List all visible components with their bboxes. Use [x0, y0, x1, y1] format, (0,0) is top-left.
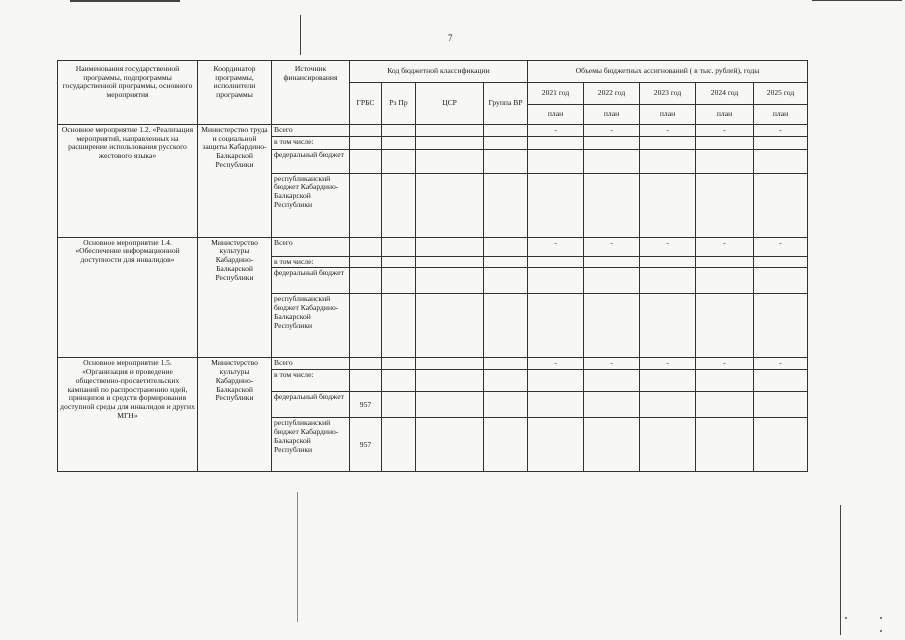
code-grbs	[350, 173, 382, 237]
code-csr	[416, 237, 484, 256]
plan-value	[640, 173, 696, 237]
header-year: 2025 год	[754, 83, 808, 105]
code-grbs	[350, 294, 382, 358]
plan-value: -	[640, 358, 696, 370]
plan-value	[528, 370, 584, 392]
header-plan: план	[640, 105, 696, 125]
event-coordinator: Министерство культуры Кабардино-Балкарской Республики	[198, 358, 272, 472]
funding-source: федеральный бюджет	[272, 149, 350, 173]
scan-artifact-top-left	[70, 0, 180, 2]
code-rzpr	[382, 125, 416, 137]
plan-value: -	[696, 358, 754, 370]
plan-value	[528, 418, 584, 472]
scan-artifact-right-edge	[840, 505, 841, 635]
table-row	[58, 125, 808, 137]
event-name: Основное мероприятие 1.5. «Организация и проведение общественно-просветительских кампаний по распространению идей, принципов и средств формирования доступной среды для инвалидов и других МГН»	[58, 358, 198, 472]
scan-artifact-fold-line-lower	[297, 492, 298, 622]
code-vr	[484, 294, 528, 358]
plan-value: -	[754, 237, 808, 256]
code-vr	[484, 392, 528, 418]
plan-value	[584, 294, 640, 358]
funding-source: в том числе:	[272, 256, 350, 268]
code-grbs	[350, 125, 382, 137]
plan-value	[584, 418, 640, 472]
plan-value	[584, 392, 640, 418]
header-year: 2023 год	[640, 83, 696, 105]
plan-value: -	[528, 125, 584, 137]
code-vr	[484, 149, 528, 173]
plan-value	[696, 370, 754, 392]
event-name: Основное мероприятие 1.2. «Реализация мероприятий, направленных на расширение использования русского жестового языка»	[58, 125, 198, 238]
code-rzpr	[382, 149, 416, 173]
plan-value	[528, 268, 584, 294]
code-vr	[484, 237, 528, 256]
code-grbs	[350, 268, 382, 294]
event-coordinator: Министерство труда и социальной защиты Кабардино-Балкарской Республики	[198, 125, 272, 238]
code-csr	[416, 136, 484, 149]
plan-value	[640, 294, 696, 358]
plan-value: -	[696, 125, 754, 137]
code-csr	[416, 173, 484, 237]
plan-value	[584, 173, 640, 237]
code-csr	[416, 392, 484, 418]
code-rzpr	[382, 268, 416, 294]
code-vr	[484, 370, 528, 392]
code-rzpr	[382, 256, 416, 268]
plan-value: -	[696, 237, 754, 256]
header-year: 2021 год	[528, 83, 584, 105]
header-code-grbs: ГРБС	[350, 83, 382, 125]
plan-value	[640, 370, 696, 392]
funding-source: республиканский бюджет Кабардино-Балкарской Республики	[272, 294, 350, 358]
code-rzpr	[382, 294, 416, 358]
header-code-csr: ЦСР	[416, 83, 484, 125]
header-code-vr: Группа ВР	[484, 83, 528, 125]
plan-value	[640, 392, 696, 418]
funding-source: федеральный бюджет	[272, 392, 350, 418]
header-program: Наименования государственной программы, подпрограммы государственной программы, основного мероприятия	[58, 61, 198, 125]
plan-value: -	[584, 125, 640, 137]
header-source: Источник финансирования	[272, 61, 350, 125]
code-rzpr	[382, 392, 416, 418]
plan-value: -	[640, 237, 696, 256]
code-csr	[416, 358, 484, 370]
header-year: 2022 год	[584, 83, 640, 105]
scan-artifact-fold-line	[300, 15, 301, 55]
plan-value	[754, 392, 808, 418]
scan-artifact-dot	[845, 617, 847, 619]
header-year: 2024 год	[696, 83, 754, 105]
code-csr	[416, 256, 484, 268]
plan-value	[640, 256, 696, 268]
plan-value: -	[640, 125, 696, 137]
plan-value	[754, 418, 808, 472]
plan-value	[754, 136, 808, 149]
plan-value	[754, 256, 808, 268]
plan-value	[754, 294, 808, 358]
plan-value	[696, 173, 754, 237]
plan-value	[584, 256, 640, 268]
plan-value: -	[584, 237, 640, 256]
budget-table	[57, 60, 808, 472]
funding-source: федеральный бюджет	[272, 268, 350, 294]
header-budget-code: Код бюджетной классификации	[350, 61, 528, 83]
event-coordinator: Министерство культуры Кабардино-Балкарской Республики	[198, 237, 272, 358]
code-grbs	[350, 237, 382, 256]
header-plan: план	[584, 105, 640, 125]
scan-artifact-top-right	[812, 0, 902, 1]
header-volumes: Объемы бюджетных ассигнований ( в тыс. рублей), годы	[528, 61, 808, 83]
plan-value: -	[528, 358, 584, 370]
code-vr	[484, 268, 528, 294]
table-row	[58, 237, 808, 256]
header-coordinator: Координатор программы, исполнители программы	[198, 61, 272, 125]
plan-value	[584, 370, 640, 392]
plan-value	[754, 370, 808, 392]
code-grbs	[350, 256, 382, 268]
header-plan: план	[696, 105, 754, 125]
plan-value: -	[754, 358, 808, 370]
code-csr	[416, 294, 484, 358]
event-name: Основное мероприятие 1.4. «Обеспечение информационной доступности для инвалидов»	[58, 237, 198, 358]
code-grbs	[350, 136, 382, 149]
code-rzpr	[382, 358, 416, 370]
plan-value	[754, 149, 808, 173]
plan-value	[696, 256, 754, 268]
header-plan: план	[528, 105, 584, 125]
code-rzpr	[382, 370, 416, 392]
plan-value	[640, 418, 696, 472]
plan-value	[584, 149, 640, 173]
plan-value	[528, 173, 584, 237]
code-rzpr	[382, 237, 416, 256]
plan-value	[584, 136, 640, 149]
code-vr	[484, 256, 528, 268]
plan-value	[696, 268, 754, 294]
plan-value	[696, 418, 754, 472]
plan-value	[754, 268, 808, 294]
plan-value	[528, 294, 584, 358]
code-rzpr	[382, 418, 416, 472]
code-vr	[484, 173, 528, 237]
table-body	[58, 125, 808, 472]
funding-source: республиканский бюджет Кабардино-Балкарской Республики	[272, 418, 350, 472]
code-grbs	[350, 370, 382, 392]
funding-source: Всего	[272, 237, 350, 256]
plan-value	[640, 268, 696, 294]
funding-source: в том числе:	[272, 136, 350, 149]
header-plan: план	[754, 105, 808, 125]
plan-value	[528, 256, 584, 268]
plan-value	[696, 294, 754, 358]
code-csr	[416, 418, 484, 472]
plan-value	[640, 149, 696, 173]
code-vr	[484, 418, 528, 472]
code-csr	[416, 268, 484, 294]
code-grbs: 957	[350, 418, 382, 472]
plan-value: -	[754, 125, 808, 137]
page-number: 7	[448, 33, 453, 43]
funding-source: в том числе:	[272, 370, 350, 392]
plan-value	[696, 392, 754, 418]
header-code-rzpr: Рз Пр	[382, 83, 416, 125]
plan-value	[528, 136, 584, 149]
plan-value	[696, 136, 754, 149]
code-vr	[484, 358, 528, 370]
plan-value	[754, 173, 808, 237]
plan-value: -	[584, 358, 640, 370]
code-grbs	[350, 149, 382, 173]
funding-source: Всего	[272, 125, 350, 137]
plan-value	[528, 149, 584, 173]
scan-artifact-dot	[880, 617, 882, 619]
plan-value	[640, 136, 696, 149]
code-grbs: 957	[350, 392, 382, 418]
code-csr	[416, 370, 484, 392]
code-rzpr	[382, 136, 416, 149]
code-vr	[484, 136, 528, 149]
code-rzpr	[382, 173, 416, 237]
plan-value	[696, 149, 754, 173]
code-csr	[416, 149, 484, 173]
code-vr	[484, 125, 528, 137]
code-grbs	[350, 358, 382, 370]
code-csr	[416, 125, 484, 137]
plan-value: -	[528, 237, 584, 256]
funding-source: республиканский бюджет Кабардино-Балкарской Республики	[272, 173, 350, 237]
plan-value	[528, 392, 584, 418]
scan-artifact-dot	[880, 630, 882, 632]
funding-source: Всего	[272, 358, 350, 370]
table-row	[58, 358, 808, 370]
plan-value	[584, 268, 640, 294]
